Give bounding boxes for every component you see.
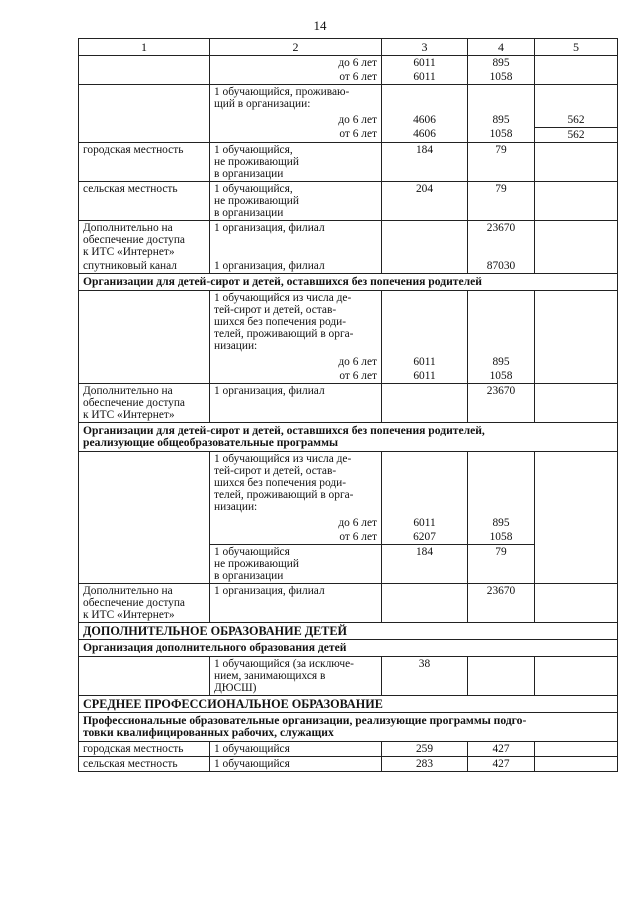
cell-empty [79, 451, 210, 583]
cell-empty [468, 656, 535, 695]
cell-empty [382, 220, 468, 273]
section-title: Профессиональные образовательные организации, реализующие программы подго- товки квалифицированных рабочих, служащих [79, 712, 618, 741]
value-cell: 23670 [468, 583, 535, 622]
age-label: до 6 лет [210, 56, 382, 71]
value-cell: 427 [468, 756, 535, 771]
locality-label: городская местность [79, 142, 210, 181]
category-description: 1 обучающийся из числа де- тей-сирот и детей, остав- шихся без попечения роди- телей, проживающий в орга- низации: до 6 лет [210, 451, 382, 530]
age-label: от 6 лет [210, 369, 382, 384]
table-row [79, 56, 618, 71]
value-cell: 79 [468, 544, 535, 583]
age-label: от 6 лет [210, 70, 382, 85]
value-cell: 427 [468, 741, 535, 756]
value-cell: 4606 [382, 85, 468, 128]
cell-empty [535, 451, 618, 583]
section-header-row [79, 712, 618, 741]
table-row [79, 383, 618, 422]
section-title: Организации для детей-сирот и детей, оставшихся без попечения родителей, реализующие общеобразовательные программы [79, 422, 618, 451]
value-cell: 204 [382, 181, 468, 220]
column-header-2: 2 [210, 39, 382, 56]
table-row [79, 656, 618, 695]
section-header-row [79, 622, 618, 639]
value-cell: 1058 [468, 530, 535, 545]
section-title: ДОПОЛНИТЕЛЬНОЕ ОБРАЗОВАНИЕ ДЕТЕЙ [79, 622, 618, 639]
category-description: 1 обучающийся, не проживающий в организации [210, 181, 382, 220]
internet-access-label: Дополнительно на обеспечение доступа к ИТС «Интернет» [79, 383, 210, 422]
value-cell: 1058 [468, 369, 535, 384]
cell-empty [535, 583, 618, 622]
category-description: 1 обучающийся, не проживающий в организации [210, 142, 382, 181]
value-cell: 38 [382, 656, 468, 695]
category-description: 1 организация, филиал [210, 583, 382, 622]
value-cell: 895 [468, 451, 535, 530]
locality-label: сельская местность [79, 181, 210, 220]
category-description: 1 обучающийся (за исключе- нием, занимающихся в ДЮСШ) [210, 656, 382, 695]
table-row [79, 220, 618, 259]
table-row [79, 451, 618, 530]
table-row [79, 290, 618, 369]
section-title: СРЕДНЕЕ ПРОФЕССИОНАЛЬНОЕ ОБРАЗОВАНИЕ [79, 695, 618, 712]
table-header-row [79, 39, 618, 56]
value-cell: 23670 [468, 220, 535, 259]
cell-empty [79, 656, 210, 695]
section-title: Организации для детей-сирот и детей, оставшихся без попечения родителей [79, 273, 618, 290]
satellite-channel-label: спутниковый канал [79, 259, 210, 274]
cell-empty [535, 656, 618, 695]
table-row [79, 181, 618, 220]
section-header-row [79, 422, 618, 451]
column-header-4: 4 [468, 39, 535, 56]
category-description: 1 организация, филиал [210, 220, 382, 259]
page-number: 14 [313, 18, 327, 33]
category-description: 1 организация, филиал [210, 259, 382, 274]
table-row [79, 142, 618, 181]
table-row [79, 583, 618, 622]
cell-empty [382, 583, 468, 622]
category-description: 1 обучающийся [210, 756, 382, 771]
value-cell: 6207 [382, 530, 468, 545]
value-cell: 184 [382, 142, 468, 181]
value-cell: 562 [535, 85, 618, 128]
column-header-5: 5 [535, 39, 618, 56]
internet-access-label: Дополнительно на обеспечение доступа к ИТС «Интернет» [79, 583, 210, 622]
value-cell: 23670 [468, 383, 535, 422]
category-description: 1 организация, филиал [210, 383, 382, 422]
age-label: от 6 лет [210, 127, 382, 142]
section-header-row [79, 695, 618, 712]
cell-empty [535, 290, 618, 383]
section-header-row [79, 273, 618, 290]
value-cell: 895 [468, 290, 535, 369]
value-cell: 6011 [382, 290, 468, 369]
cell-empty [79, 85, 210, 143]
locality-label: городская местность [79, 741, 210, 756]
table-row [79, 85, 618, 128]
value-cell: 259 [382, 741, 468, 756]
table-row [79, 756, 618, 771]
internet-access-label: Дополнительно на обеспечение доступа к ИТС «Интернет» [79, 220, 210, 259]
cell-empty [79, 56, 210, 85]
value-cell: 6011 [382, 451, 468, 530]
cell-empty [535, 220, 618, 273]
value-cell: 79 [468, 181, 535, 220]
cell-empty [535, 383, 618, 422]
value-cell: 184 [382, 544, 468, 583]
category-description: 1 обучающийся из числа де- тей-сирот и детей, остав- шихся без попечения роди- телей, проживающий в орга- низации: до 6 лет [210, 290, 382, 369]
category-description: 1 обучающийся, проживаю- щий в организации: до 6 лет [210, 85, 382, 128]
locality-label: сельская местность [79, 756, 210, 771]
value-cell: 283 [382, 756, 468, 771]
category-description: 1 обучающийся [210, 741, 382, 756]
column-header-3: 3 [382, 39, 468, 56]
value-cell: 6011 [382, 70, 468, 85]
value-cell: 6011 [382, 369, 468, 384]
value-cell [382, 383, 468, 422]
cell-empty [535, 181, 618, 220]
value-cell: 6011 [382, 56, 468, 71]
value-cell: 1058 [468, 127, 535, 142]
cell-empty [535, 142, 618, 181]
value-cell: 4606 [382, 127, 468, 142]
value-cell: 87030 [468, 259, 535, 274]
section-title: Организация дополнительного образования детей [79, 639, 618, 656]
cell-empty [535, 741, 618, 756]
funding-norms-table [78, 38, 618, 772]
value-cell: 562 [535, 127, 618, 142]
age-label: от 6 лет [210, 530, 382, 545]
value-cell: 79 [468, 142, 535, 181]
value-cell: 895 [468, 56, 535, 71]
category-description: 1 обучающийся не проживающий в организации [210, 544, 382, 583]
cell-empty [79, 290, 210, 383]
section-header-row [79, 639, 618, 656]
column-header-1: 1 [79, 39, 210, 56]
value-cell: 1058 [468, 70, 535, 85]
value-cell [535, 56, 618, 85]
table-row [79, 741, 618, 756]
cell-empty [535, 756, 618, 771]
value-cell: 895 [468, 85, 535, 128]
